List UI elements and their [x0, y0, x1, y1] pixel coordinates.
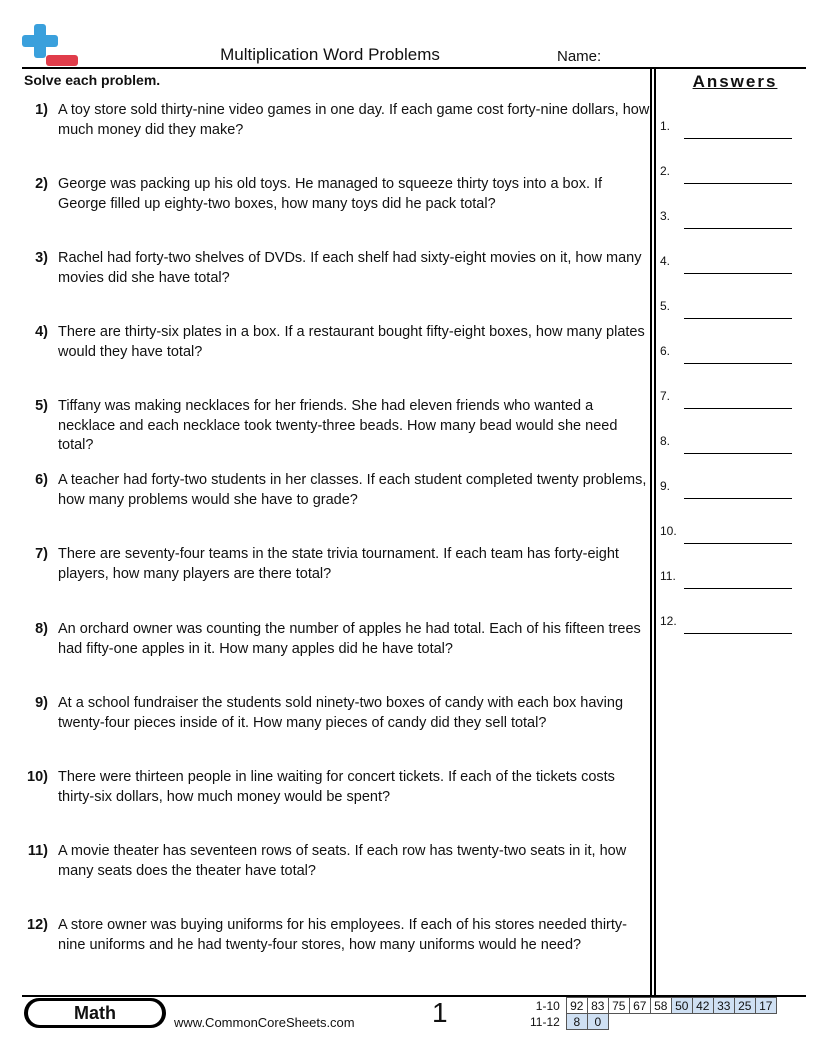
- answer-label: 5.: [660, 299, 671, 313]
- answer-label: 3.: [660, 209, 671, 223]
- answer-line: [684, 363, 792, 364]
- score-cell: 8: [566, 1014, 587, 1030]
- score-cell: 0: [587, 1014, 608, 1030]
- subject-label: Math: [28, 1001, 162, 1025]
- problem-text: There are seventy-four teams in the state trivia tournament. If each team has forty-eight players, how many players are there total?: [58, 546, 619, 582]
- answer-blank[interactable]: [660, 164, 794, 184]
- problem-number: 4): [35, 324, 48, 340]
- problem-text: Tiffany was making necklaces for her friends. She had eleven friends who wanted a necklace and each necklace took twenty-three beads. How many bead would she need total?: [58, 398, 618, 453]
- problem-text: A movie theater has seventeen rows of seats. If each row has twenty-two seats in it, how many seats does the theater have total?: [58, 843, 627, 879]
- answer-line: [684, 633, 792, 634]
- problem-number: 1): [35, 102, 48, 118]
- problem-4: [22, 323, 650, 362]
- score-cell: 83: [587, 998, 608, 1014]
- score-cell: 50: [671, 998, 692, 1014]
- problem-number: 5): [35, 398, 48, 414]
- problem-5: [22, 397, 650, 456]
- problem-text: At a school fundraiser the students sold ninety-two boxes of candy with each box having twenty-four pieces inside of it. How many pieces of candy did they sell total?: [58, 695, 624, 731]
- page-number: 1: [432, 997, 448, 1028]
- answer-label: 12.: [660, 614, 677, 628]
- header-divider: [22, 67, 806, 69]
- answer-label: 2.: [660, 164, 671, 178]
- answer-blank[interactable]: [660, 479, 794, 499]
- answer-blank[interactable]: [660, 254, 794, 274]
- score-range-label: 11-12: [530, 1014, 560, 1029]
- answer-label: 10.: [660, 524, 677, 538]
- score-cell: 17: [755, 998, 776, 1014]
- answer-blank[interactable]: [660, 614, 794, 634]
- problem-11: [22, 842, 650, 881]
- problem-text: There were thirteen people in line waiting for concert tickets. If each of the tickets costs thirty-six dollars, how much money would be spent?: [58, 769, 615, 805]
- answer-line: [684, 273, 792, 274]
- answer-line: [684, 543, 792, 544]
- score-row: [527, 1014, 776, 1030]
- answer-label: 6.: [660, 344, 671, 358]
- problem-number: 3): [35, 250, 48, 266]
- score-table: [527, 997, 777, 1030]
- problem-text: An orchard owner was counting the number of apples he had total. Each of his fifteen trees had fifty-one apples in it. How many apples did he have total?: [58, 621, 641, 657]
- score-cell: 58: [650, 998, 671, 1014]
- answer-blank[interactable]: [660, 209, 794, 229]
- column-divider: [654, 69, 656, 995]
- problem-number: 6): [35, 472, 48, 488]
- problem-text: George was packing up his old toys. He managed to squeeze thirty toys into a box. If George filled up eighty-two boxes, how many toys did he pack total?: [58, 176, 603, 212]
- answer-label: 9.: [660, 479, 671, 493]
- problem-9: [22, 694, 650, 733]
- answer-line: [684, 183, 792, 184]
- answer-blank[interactable]: [660, 524, 794, 544]
- score-cell: 67: [629, 998, 650, 1014]
- answers-heading: Answers: [692, 72, 778, 91]
- problem-number: 8): [35, 621, 48, 637]
- answer-blank[interactable]: [660, 119, 794, 139]
- score-cell: 75: [608, 998, 629, 1014]
- score-cell: 25: [734, 998, 755, 1014]
- problem-text: A toy store sold thirty-nine video games in one day. If each game cost forty-nine dollars, how much money did they make?: [58, 102, 650, 138]
- score-cell: 33: [713, 998, 734, 1014]
- problem-text: A teacher had forty-two students in her classes. If each student completed twenty problems, how many problems would she have to grade?: [58, 472, 647, 508]
- column-divider: [650, 69, 652, 995]
- name-label: Name:: [557, 48, 602, 65]
- answer-line: [684, 228, 792, 229]
- score-row: [527, 998, 776, 1014]
- answer-line: [684, 588, 792, 589]
- answer-line: [684, 138, 792, 139]
- answer-label: 4.: [660, 254, 671, 268]
- problem-6: [22, 471, 650, 510]
- answer-label: 7.: [660, 389, 671, 403]
- problem-8: [22, 620, 650, 659]
- problem-10: [22, 768, 650, 807]
- answer-line: [684, 498, 792, 499]
- answer-blank[interactable]: [660, 569, 794, 589]
- problem-number: 7): [35, 546, 48, 562]
- problem-3: [22, 249, 650, 288]
- problem-text: Rachel had forty-two shelves of DVDs. If each shelf had sixty-eight movies on it, how many movies did she have total?: [58, 250, 642, 286]
- answer-blank[interactable]: [660, 344, 794, 364]
- problem-number: 9): [35, 695, 48, 711]
- answer-line: [684, 453, 792, 454]
- problem-2: [22, 175, 650, 214]
- problem-number: 10): [27, 769, 48, 785]
- instructions: Solve each problem.: [24, 72, 161, 88]
- score-cell: 92: [566, 998, 587, 1014]
- problem-number: 2): [35, 176, 48, 192]
- problem-number: 11): [27, 843, 48, 859]
- page-title: Multiplication Word Problems: [220, 45, 440, 64]
- score-cell: 42: [692, 998, 713, 1014]
- problem-text: A store owner was buying uniforms for his employees. If each of his stores needed thirty-nine uniforms and he had twenty-four stores, how many uniforms would he need?: [58, 917, 627, 953]
- problem-12: [22, 916, 650, 955]
- problem-number: 12): [27, 917, 48, 933]
- answer-blank[interactable]: [660, 434, 794, 454]
- site-url: www.CommonCoreSheets.com: [174, 1015, 355, 1030]
- problem-1: [22, 101, 650, 140]
- answer-line: [684, 318, 792, 319]
- problem-7: [22, 545, 650, 584]
- answer-line: [684, 408, 792, 409]
- answer-label: 1.: [660, 119, 671, 133]
- score-range-label: 1-10: [535, 998, 560, 1013]
- answer-label: 11.: [660, 569, 676, 583]
- answer-label: 8.: [660, 434, 671, 448]
- problem-text: There are thirty-six plates in a box. If a restaurant bought fifty-eight boxes, how many plates would they have total?: [58, 324, 645, 360]
- subject-badge: [24, 998, 166, 1028]
- answer-blank[interactable]: [660, 389, 794, 409]
- answer-blank[interactable]: [660, 299, 794, 319]
